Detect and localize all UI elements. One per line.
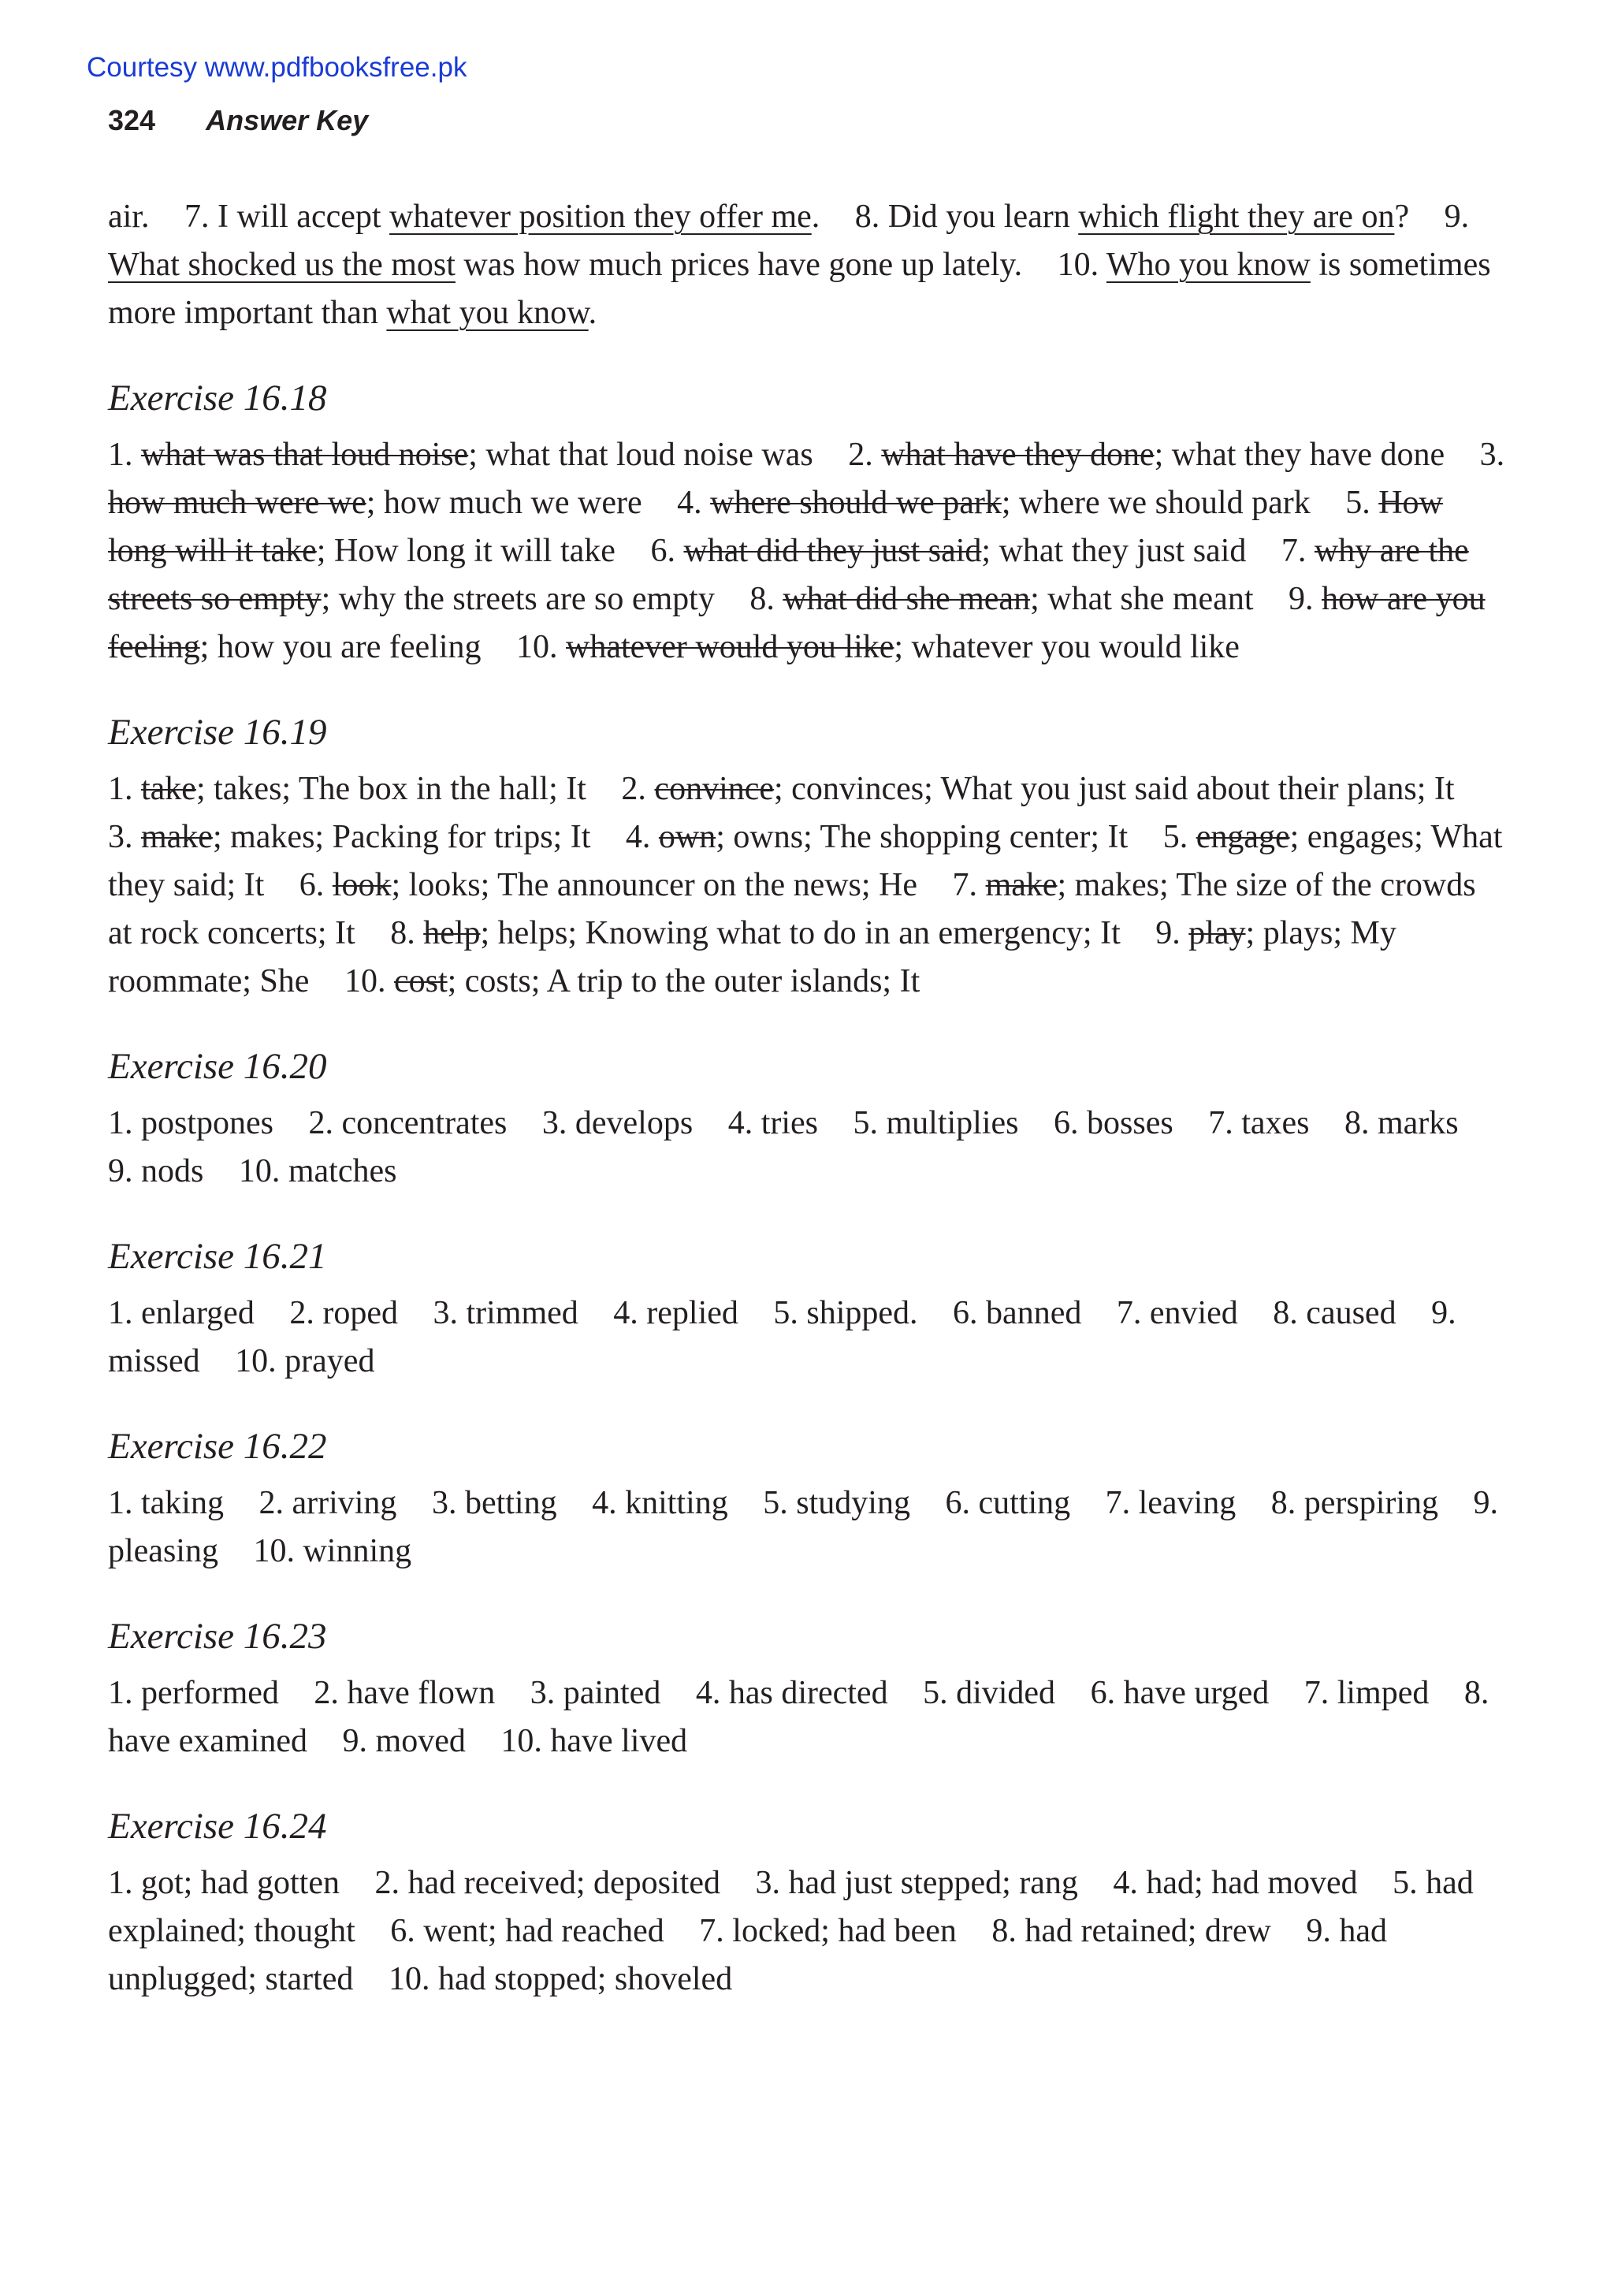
answer-text: ; plays; My roommate; She xyxy=(108,915,1396,999)
exercise-section xyxy=(108,709,1507,1006)
answer-text: 3. betting xyxy=(431,1485,557,1521)
struck-text: cost xyxy=(393,963,448,999)
answer-text: 9. moved xyxy=(342,1723,466,1759)
answer-text: 2. arriving xyxy=(258,1485,397,1521)
struck-text: engage xyxy=(1196,819,1290,855)
answer-text: ; owns; The shopping center; It xyxy=(716,819,1129,855)
answer-text: 9. xyxy=(1444,199,1470,235)
answer-text: 8. had retained; drew xyxy=(991,1913,1271,1949)
answer-text: ; how much we were xyxy=(366,485,642,521)
exercise-title: Exercise 16.22 xyxy=(108,1426,327,1467)
answer-text: 9. xyxy=(1155,915,1189,951)
answer-text: 6. cutting xyxy=(945,1485,1071,1521)
exercise-section xyxy=(108,374,1507,672)
answer-text: ; How long it will take xyxy=(316,533,615,569)
answer-text: 6. have urged xyxy=(1090,1675,1270,1711)
answer-text: 10. xyxy=(1057,247,1106,283)
answer-text: ; helps; Knowing what to do in an emergency; It xyxy=(480,915,1121,951)
struck-text: make xyxy=(141,819,213,855)
answer-text: . xyxy=(811,199,820,235)
struck-text: what was that loud noise xyxy=(141,437,469,473)
answer-text: 10. had stopped; shoveled xyxy=(388,1961,733,1997)
answer-text: 3. had just stepped; rang xyxy=(755,1865,1078,1901)
answer-text: 9. nods xyxy=(108,1153,204,1189)
answer-text: 2. had received; deposited xyxy=(374,1865,720,1901)
answer-text: ; why the streets are so empty xyxy=(321,581,715,617)
struck-text: help xyxy=(423,915,481,951)
answer-text: is sometimes more important than xyxy=(108,247,1491,331)
answer-text: . xyxy=(588,295,597,331)
answer-text: ; takes; The box in the hall; It xyxy=(195,771,586,807)
struck-text: why are the streets so empty xyxy=(108,533,1469,617)
struck-text: own xyxy=(658,819,716,855)
answer-text: 5. xyxy=(1345,485,1379,521)
answer-text: 6. went; had reached xyxy=(390,1913,664,1949)
answer-text: 8. Did you learn xyxy=(854,199,1079,235)
answer-text: 10. have lived xyxy=(500,1723,688,1759)
answer-text: 4. replied xyxy=(613,1295,738,1331)
struck-text: what did she mean xyxy=(783,581,1031,617)
underlined-text: what you know xyxy=(386,295,589,331)
answer-text: 7. xyxy=(952,867,986,903)
answer-text: 7. leaving xyxy=(1105,1485,1237,1521)
intro-paragraph xyxy=(108,193,1507,337)
struck-text: whatever would you like xyxy=(566,629,894,665)
answer-text: 4. tries xyxy=(727,1105,818,1141)
exercise-title: Exercise 16.20 xyxy=(108,1046,327,1087)
answer-text: 6. banned xyxy=(953,1295,1082,1331)
answer-text: 10. xyxy=(344,963,394,999)
answer-text: 4. xyxy=(677,485,711,521)
answer-text: 7. envied xyxy=(1116,1295,1238,1331)
answer-text: 4. had; had moved xyxy=(1113,1865,1358,1901)
answer-text: 5. divided xyxy=(923,1675,1056,1711)
struck-text: where should we park xyxy=(710,485,1002,521)
exercise-answers xyxy=(108,1859,1507,2004)
answer-text: ; what that loud noise was xyxy=(468,437,813,473)
struck-text: play xyxy=(1188,915,1246,951)
struck-text: convince xyxy=(654,771,775,807)
answer-text: 3. xyxy=(1479,437,1505,473)
answer-text: 9. had unplugged; started xyxy=(108,1913,1388,1997)
answer-text: 9. xyxy=(1289,581,1322,617)
answer-text: 8. have examined xyxy=(108,1675,1489,1759)
answer-text: 10. winning xyxy=(253,1533,412,1569)
underlined-text: whatever position they offer me xyxy=(389,199,812,235)
exercise-answers xyxy=(108,1669,1507,1766)
exercise-answers xyxy=(108,431,1507,672)
courtesy-link[interactable]: Courtesy www.pdfbooksfree.pk xyxy=(87,52,467,83)
answer-text: 7. xyxy=(1281,533,1315,569)
answer-text: ; how you are feeling xyxy=(199,629,482,665)
exercise-title: Exercise 16.21 xyxy=(108,1236,327,1277)
answer-text: 8. caused xyxy=(1273,1295,1396,1331)
answer-text: 2. xyxy=(848,437,882,473)
answer-text: 10. prayed xyxy=(235,1343,375,1379)
answer-text: 2. roped xyxy=(289,1295,398,1331)
answer-text: 4. knitting xyxy=(592,1485,728,1521)
underlined-text: What shocked us the most xyxy=(108,247,456,283)
answer-text: 8. xyxy=(749,581,783,617)
answer-text: 7. limped xyxy=(1303,1675,1430,1711)
answer-text: 1. xyxy=(108,437,141,473)
answer-text: 1. taking xyxy=(108,1485,224,1521)
answer-text: 2. concentrates xyxy=(308,1105,508,1141)
exercise-title: Exercise 16.23 xyxy=(108,1616,327,1657)
answer-key-content xyxy=(108,193,1507,2004)
answer-text: 10. matches xyxy=(238,1153,397,1189)
exercise-title: Exercise 16.18 xyxy=(108,378,327,419)
answer-text: ; what she meant xyxy=(1030,581,1254,617)
exercise-answers xyxy=(108,1479,1507,1576)
answer-text: 4. xyxy=(625,819,659,855)
answer-text: 5. xyxy=(1162,819,1196,855)
struck-text: How long will it take xyxy=(108,485,1443,569)
answer-text: ; makes; The size of the crowds at rock concerts; It xyxy=(108,867,1476,951)
page-number: 324 xyxy=(108,104,156,136)
struck-text: what did they just said xyxy=(683,533,982,569)
answer-text: 6. bosses xyxy=(1054,1105,1173,1141)
running-head xyxy=(108,104,368,137)
underlined-text: Who you know xyxy=(1106,247,1311,283)
answer-text: ; convinces; What you just said about their plans; It xyxy=(774,771,1455,807)
answer-text: 7. I will accept xyxy=(184,199,390,235)
answer-text: 3. trimmed xyxy=(433,1295,578,1331)
exercise-answers xyxy=(108,765,1507,1006)
answer-text: 5. multiplies xyxy=(853,1105,1019,1141)
struck-text: what have they done xyxy=(881,437,1155,473)
struck-text: make xyxy=(985,867,1058,903)
answer-text: ; what they have done xyxy=(1154,437,1445,473)
answer-text: ; makes; Packing for trips; It xyxy=(212,819,591,855)
answer-text: ; what they just said xyxy=(981,533,1247,569)
answer-text: 8. perspiring xyxy=(1270,1485,1439,1521)
answer-text: 8. xyxy=(390,915,424,951)
exercise-section xyxy=(108,1043,1507,1196)
answer-text: ? xyxy=(1394,199,1410,235)
answer-text: 6. xyxy=(650,533,684,569)
answer-text: 1. got; had gotten xyxy=(108,1865,340,1901)
answer-text: 4. has directed xyxy=(695,1675,888,1711)
answer-text: 1. enlarged xyxy=(108,1295,255,1331)
exercise-title: Exercise 16.19 xyxy=(108,712,327,753)
exercise-section xyxy=(108,1803,1507,2004)
answer-text: 6. xyxy=(299,867,333,903)
exercise-section xyxy=(108,1613,1507,1766)
answer-text: ; where we should park xyxy=(1001,485,1311,521)
struck-text: how are you feeling xyxy=(108,581,1486,665)
answer-text: 2. xyxy=(621,771,655,807)
answer-text: air. xyxy=(108,199,150,235)
answer-text: 9. missed xyxy=(108,1295,1456,1379)
answer-text: 2. have flown xyxy=(314,1675,496,1711)
answer-text: 1. performed xyxy=(108,1675,279,1711)
answer-text: 9. pleasing xyxy=(108,1485,1499,1569)
answer-text: ; whatever you would like xyxy=(894,629,1240,665)
exercise-title: Exercise 16.24 xyxy=(108,1806,327,1847)
answer-text: 8. marks xyxy=(1344,1105,1459,1141)
answer-text: 1. postpones xyxy=(108,1105,273,1141)
answer-text: 5. studying xyxy=(763,1485,910,1521)
exercise-section xyxy=(108,1423,1507,1576)
exercise-section xyxy=(108,1233,1507,1386)
struck-text: how much were we xyxy=(108,485,366,521)
running-title: Answer Key xyxy=(206,104,369,136)
answer-text: 3. painted xyxy=(530,1675,661,1711)
answer-text: 3. xyxy=(108,819,141,855)
exercise-answers xyxy=(108,1289,1507,1386)
answer-text: 10. xyxy=(516,629,566,665)
answer-text: was how much prices have gone up lately. xyxy=(455,247,1023,283)
answer-text: ; costs; A trip to the outer islands; It xyxy=(447,963,920,999)
answer-text: 7. taxes xyxy=(1208,1105,1310,1141)
exercise-answers xyxy=(108,1100,1507,1196)
answer-text: 7. locked; had been xyxy=(699,1913,957,1949)
struck-text: look xyxy=(332,867,392,903)
underlined-text: which flight they are on xyxy=(1078,199,1395,235)
answer-text: 3. develops xyxy=(541,1105,694,1141)
answer-text: ; engages; What they said; It xyxy=(108,819,1503,903)
struck-text: take xyxy=(141,771,196,807)
answer-text: ; looks; The announcer on the news; He xyxy=(391,867,918,903)
answer-text: 5. had explained; thought xyxy=(108,1865,1474,1949)
answer-text: 5. shipped. xyxy=(773,1295,918,1331)
answer-text: 1. xyxy=(108,771,141,807)
